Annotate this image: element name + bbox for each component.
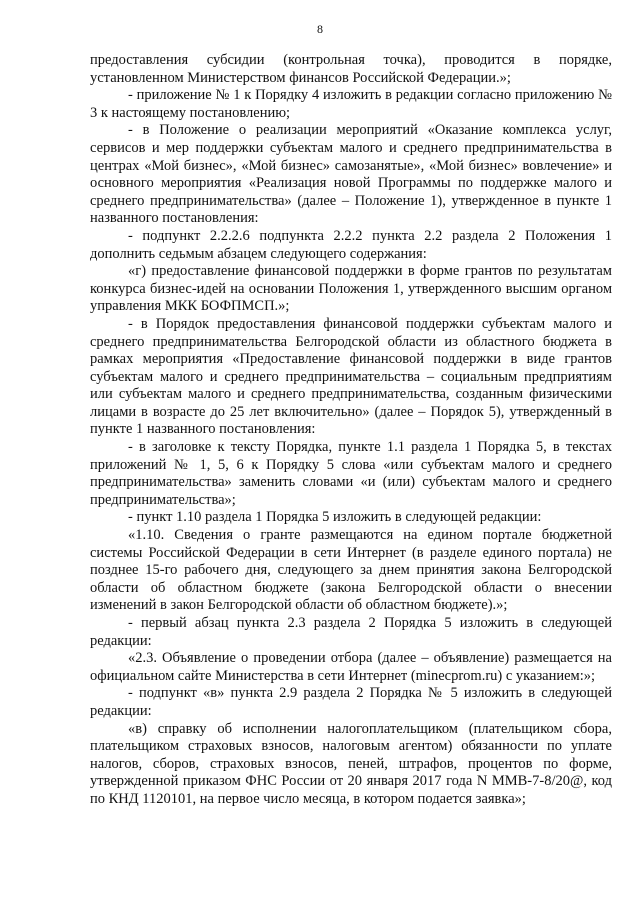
paragraph: - подпункт 2.2.2.6 подпункта 2.2.2 пункта 2.2 раздела 2 Положения 1 дополнить седьмым абзацем следующего содержания: <box>90 227 612 262</box>
paragraph: - в Порядок предоставления финансовой поддержки субъектам малого и среднего предпринимательства Белгородской области из областного бюджета в рамках мероприятия «Предоставление финансовой поддержки в виде грантов субъектам малого и среднего предпринимательства – социальным предприятиям или субъектам малого и среднего предпринимательства, созданным физическими лицами в возрасте до 25 лет включительно» (далее – Порядок 5), утвержденный в пункте 1 названного постановления: <box>90 315 612 438</box>
paragraph-continuation: предоставления субсидии (контрольная точка), проводится в порядке, установленном Министерством финансов Российской Федерации.»; <box>90 52 612 86</box>
page-number: 8 <box>317 22 323 36</box>
paragraph: - в заголовке к тексту Порядка, пункте 1.1 раздела 1 Порядка 5, в текстах приложений № 1, 5, 6 к Порядку 5 слова «или субъектам малого и среднего предпринимательства» заменить словами «и (или) субъектам малого и среднего предпринимательства»; <box>90 439 612 508</box>
document-body <box>90 52 612 809</box>
paragraph: - первый абзац пункта 2.3 раздела 2 Порядка 5 изложить в следующей редакции: <box>90 615 612 649</box>
paragraph: «2.3. Объявление о проведении отбора (далее – объявление) размещается на официальном сайте Министерства в сети Интернет (minecprom.ru) с указанием:»; <box>90 650 612 684</box>
paragraph: - подпункт «в» пункта 2.9 раздела 2 Порядка № 5 изложить в следующей редакции: <box>90 685 612 719</box>
paragraph: «1.10. Сведения о гранте размещаются на едином портале бюджетной системы Российской Федерации в сети Интернет (в разделе единого портала) не позднее 15-го рабочего дня, следующего за днем принятия закона Белгородской области об областном бюджете (закона Белгородской области о внесении изменений в закон Белгородской области об областном бюджете).»; <box>90 527 612 614</box>
paragraph: - в Положение о реализации мероприятий «Оказание комплекса услуг, сервисов и мер поддержки субъектам малого и среднего предпринимательства в центрах «Мой бизнес», «Мой бизнес» самозанятые», «Мой бизнес» вовлечение» и основного мероприятия «Реализация новой Программы по поддержке малого и среднего предпринимательства» (далее – Положение 1), утвержденное в пункте 1 названного постановления: <box>90 122 612 227</box>
paragraph: - пункт 1.10 раздела 1 Порядка 5 изложить в следующей редакции: <box>128 509 542 526</box>
paragraph: - приложение № 1 к Порядку 4 изложить в редакции согласно приложению № 3 к настоящему постановлению; <box>90 87 612 121</box>
paragraph: «в) справку об исполнении налогоплательщиком (плательщиком сбора, плательщиком страховых взносов, налоговым агентом) обязанности по уплате налогов, сборов, страховых взносов, пеней, штрафов, процентов по форме, утвержденной приказом ФНС России от 20 января 2017 года N ММВ-7-8/20@, код по КНД 1120101, на первое число месяца, в котором подается заявка»; <box>90 720 612 807</box>
paragraph: «г) предоставление финансовой поддержки в форме грантов по результатам конкурса бизнес-идей на основании Положения 1, утвержденного высшим органом управления МКК БОФПМСП.»; <box>90 263 612 315</box>
